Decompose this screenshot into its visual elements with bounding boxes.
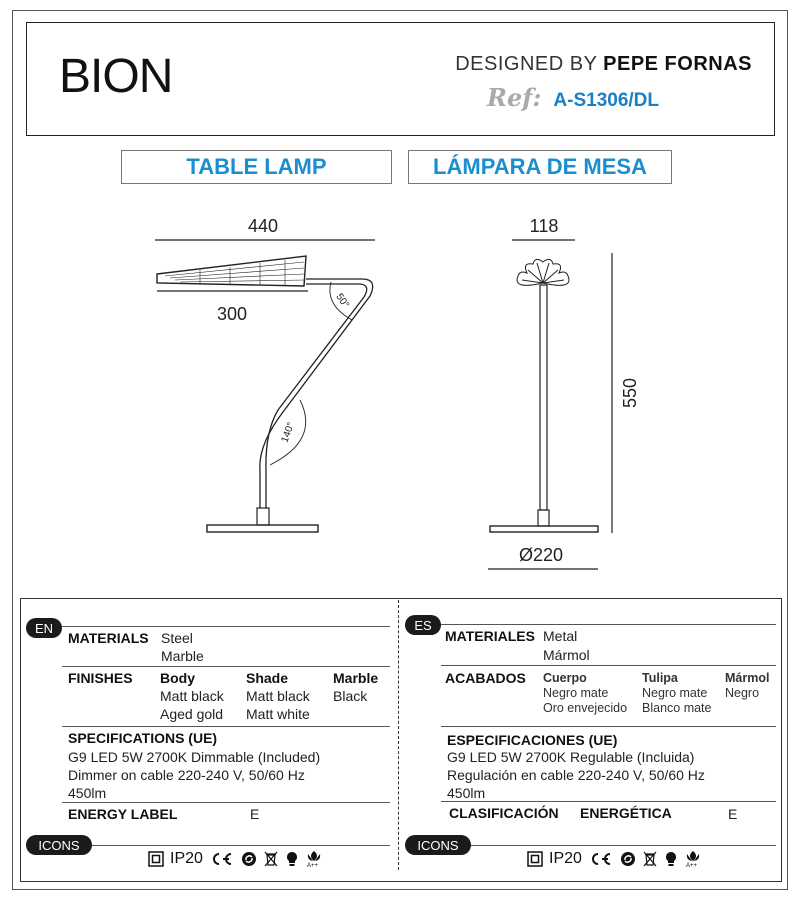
arm-outer [260,279,373,508]
rule [471,845,776,846]
finish-col-head: Cuerpo [543,671,587,685]
specs-title: ESPECIFICACIONES (UE) [447,732,618,748]
energy-a-plus-plus-icon [305,850,323,868]
svg-text:A++: A++ [685,863,697,868]
finish-item: Matt white [246,706,310,722]
base-plate-front [490,526,598,532]
shade-outline [157,256,306,286]
finishes-title: ACABADOS [445,670,526,686]
specs-title: SPECIFICATIONS (UE) [68,730,218,746]
angle-upper: 50° [333,291,352,311]
spec-line: 450lm [68,785,107,801]
energy-value: E [728,806,738,822]
finish-item: Matt black [160,688,224,704]
ref-label: Ref: [487,83,542,112]
material-item: Marble [161,648,204,664]
spec-line: Regulación en cable 220-240 V, 50/60 Hz [447,767,705,783]
icons-badge: ICONS [405,835,471,855]
ce-mark-icon [588,851,614,867]
finish-item: Oro envejecido [543,701,628,715]
rule [62,726,390,727]
base-stem-front [538,510,549,526]
recycle-icon [241,851,257,867]
recycle-icon [620,851,636,867]
column-divider [398,600,399,870]
arm-inner [266,284,367,508]
energy-value: E [250,806,260,822]
title-es: LÁMPARA DE MESA [408,150,672,184]
rule [441,726,776,727]
angle-lower: 140° [279,420,297,445]
energy-title-2: ENERGÉTICA [580,805,672,821]
dim-shade-length: 300 [216,304,248,324]
finish-col-head: Shade [246,670,289,686]
finish-item: Black [333,688,368,704]
led-bulb-icon [664,851,678,867]
designed-by-label: DESIGNED BY [455,53,598,75]
energy-title: CLASIFICACIÓN [449,805,559,821]
side-view [155,240,375,532]
dim-front-width: 118 [529,216,559,236]
weee-bin-icon [642,851,658,867]
svg-text:A++: A++ [306,863,318,868]
ip-rating: IP20 [549,850,582,867]
spec-line: G9 LED 5W 2700K Dimmable (Included) [68,749,321,765]
rule [441,624,776,625]
finish-item: Matt black [246,688,310,704]
material-item: Mármol [543,647,590,663]
ce-mark-icon [209,851,235,867]
dim-total-width: 440 [247,216,279,236]
material-item: Steel [161,630,193,646]
spec-line: G9 LED 5W 2700K Regulable (Incluida) [447,749,695,765]
product-name: BION [59,50,173,103]
shade-ribs [165,260,304,286]
energy-a-plus-plus-icon [684,850,702,868]
finish-item: Negro mate [543,686,609,700]
front-view [488,240,612,569]
base-stem [257,508,269,525]
shade-front [517,259,569,285]
energy-title: ENERGY LABEL [68,806,178,822]
lang-badge-en: EN [26,618,62,638]
rule [92,845,390,846]
weee-bin-icon [263,851,279,867]
ip-rating: IP20 [170,850,203,867]
rule [441,801,776,802]
rule [62,626,390,627]
finish-col-head: Body [160,670,195,686]
title-en: TABLE LAMP [121,150,392,184]
spec-line: 450lm [447,785,486,801]
finish-item: Blanco mate [642,701,712,715]
led-bulb-icon [285,851,299,867]
dim-base-diameter: Ø220 [518,545,564,565]
rule [441,665,776,666]
designer-name: PEPE FORNAS [603,53,752,75]
certification-icons [527,850,702,868]
materials-title: MATERIALES [445,628,535,644]
lang-badge-es: ES [405,615,441,635]
rule [62,666,390,667]
finish-item: Negro mate [642,686,708,700]
class-ii-icon [527,851,543,867]
dim-height: 550 [620,377,640,409]
certification-icons [148,850,323,868]
class-ii-icon [148,851,164,867]
finish-col-head: Marble [333,670,379,686]
finish-col-head: Tulipa [642,671,678,685]
finish-item: Aged gold [160,706,224,722]
base-plate [207,525,318,532]
spec-line: Dimmer on cable 220-240 V, 50/60 Hz [68,767,305,783]
finishes-title: FINISHES [68,670,133,686]
finish-item: Negro [725,686,760,700]
stem-front [540,285,547,510]
finish-col-head: Mármol [725,671,770,685]
icons-badge: ICONS [26,835,92,855]
ref-code: A-S1306/DL [553,90,660,111]
material-item: Metal [543,628,578,644]
materials-title: MATERIALS [68,630,149,646]
rule [62,802,390,803]
